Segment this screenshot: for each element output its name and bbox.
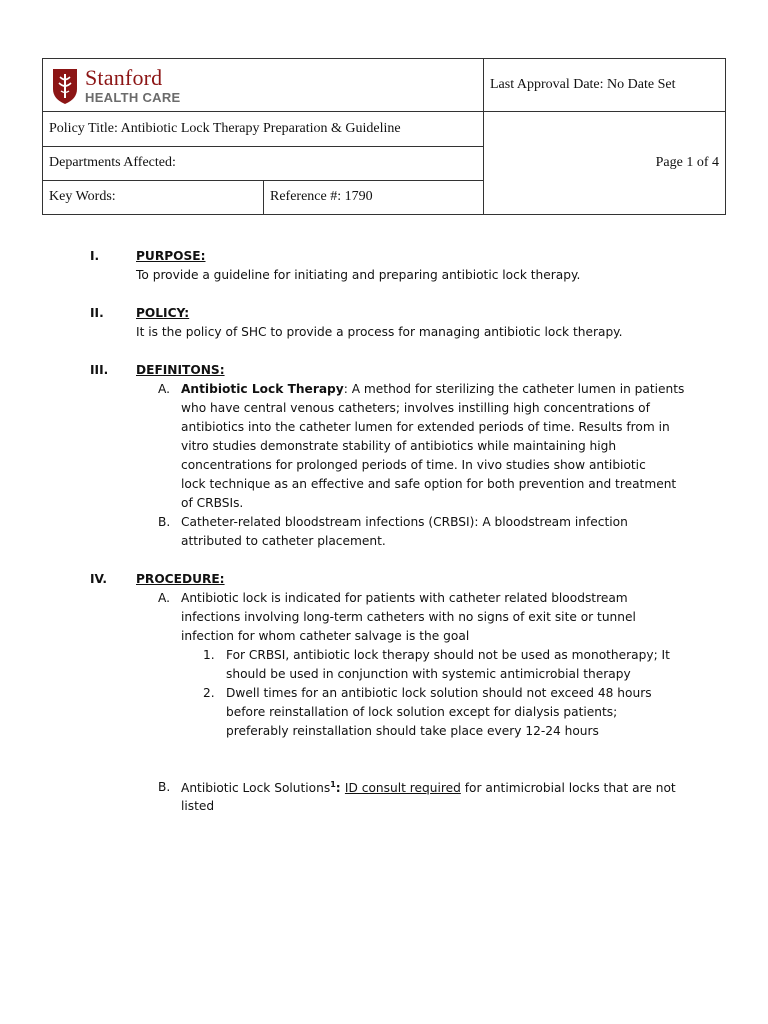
definition-term: Antibiotic Lock Therapy: [181, 382, 344, 396]
procedure-line: before reinstallation of lock solution except for dialysis patients;: [226, 705, 618, 719]
procedure-line: Dwell times for an antibiotic lock solution should not exceed 48 hours: [226, 686, 652, 700]
id-consult-link: ID consult required: [344, 781, 461, 796]
procedure-line: For CRBSI, antibiotic lock therapy should not be used as monotherapy; It: [226, 648, 670, 662]
policy-header-table: [42, 58, 726, 215]
section-heading-definitions: DEFINITONS:: [136, 363, 225, 377]
procedure-line: listed: [181, 799, 215, 813]
definition-line: vitro studies demonstrate stability of antibiotics while maintaining high: [181, 439, 617, 453]
section-number: IV.: [90, 572, 108, 586]
section-number: II.: [90, 306, 104, 320]
definition-line: attributed to catheter placement.: [181, 534, 386, 548]
procedure-line: should be used in conjunction with systemic antimicrobial therapy: [226, 667, 631, 681]
definition-line: who have central venous catheters; involves instilling high concentrations of: [181, 401, 650, 415]
list-label: A.: [158, 591, 170, 605]
logo-name: Stanford: [85, 64, 163, 90]
definition-line: concentrations for prolonged periods of time. In vivo studies show antibiotic: [181, 458, 646, 472]
procedure-line: infections involving long-term catheters with no signs of exit site or tunnel: [181, 610, 636, 624]
footnote-ref: 1: [330, 780, 336, 789]
section-heading-policy: POLICY:: [136, 306, 190, 320]
list-label: A.: [158, 382, 170, 396]
departments-affected: Departments Affected:: [43, 146, 484, 180]
reference-number: Reference #: 1790: [264, 180, 484, 214]
logo-cell: [43, 59, 484, 112]
section-number: I.: [90, 249, 100, 263]
definition-line: Catheter-related bloodstream infections (CRBSI): A bloodstream infection: [181, 515, 628, 529]
list-label: 1.: [203, 648, 215, 662]
purpose-text: To provide a guideline for initiating and preparing antibiotic lock therapy.: [136, 268, 581, 282]
list-label: 2.: [203, 686, 215, 700]
logo-subtitle: HEALTH CARE: [85, 89, 181, 105]
page-number: Page 1 of 4: [484, 112, 726, 215]
definition-line: antibiotics into the catheter lumen for extended periods of time. Results from in: [181, 420, 670, 434]
key-words: Key Words:: [43, 180, 264, 214]
procedure-line: Antibiotic lock is indicated for patients with catheter related bloodstream: [181, 591, 628, 605]
policy-text: It is the policy of SHC to provide a process for managing antibiotic lock therapy.: [136, 325, 623, 339]
section-number: III.: [90, 363, 109, 377]
stanford-tree-icon: [51, 65, 79, 105]
list-label: B.: [158, 780, 171, 794]
definition-line: Antibiotic Lock Therapy: A method for sterilizing the catheter lumen in patients: [181, 382, 685, 396]
stanford-health-care-logo: [49, 65, 477, 105]
section-heading-purpose: PURPOSE:: [136, 249, 206, 263]
procedure-line: preferably reinstallation should take place every 12-24 hours: [226, 724, 599, 738]
procedure-line: Antibiotic Lock Solutions$^1$: ID consult required for antimicrobial locks that are not: [181, 780, 676, 796]
policy-title: Policy Title: Antibiotic Lock Therapy Preparation & Guideline: [43, 112, 484, 146]
definition-line: lock technique as an effective and safe option for both prevention and treatment: [181, 477, 677, 491]
approval-date: Last Approval Date: No Date Set: [484, 59, 726, 112]
list-label: B.: [158, 515, 171, 529]
section-heading-procedure: PROCEDURE:: [136, 572, 225, 586]
procedure-line: infection for whom catheter salvage is the goal: [181, 629, 470, 643]
definition-line: of CRBSIs.: [181, 496, 244, 510]
